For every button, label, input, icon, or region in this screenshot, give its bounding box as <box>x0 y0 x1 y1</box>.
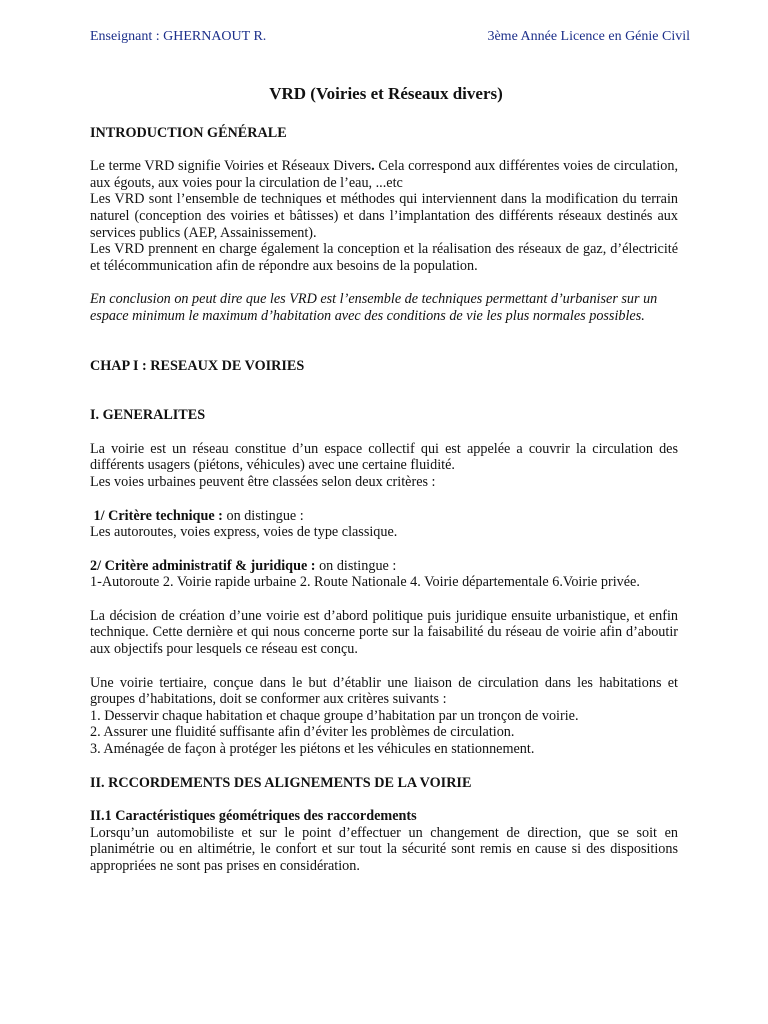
list-item: 3. Aménagée de façon à protéger les piétons et les véhicules en stationnement. <box>90 741 535 758</box>
criterion-technique-suffix: on distingue : <box>222 507 304 524</box>
criterion-technique <box>90 508 678 525</box>
intro-paragraph-2: Les VRD sont l’ensemble de techniques et méthodes qui interviennent dans la modification du terrain naturel (conception des voiries et bâtisses) et dans l’implantation des différents réseaux destinés aux services publics (AEP, Assainissement). <box>90 191 678 241</box>
intro-paragraph-1 <box>90 158 678 191</box>
intro-p1-dot: . <box>371 158 375 175</box>
chapter-heading: CHAP I : RESEAUX DE VOIRIES <box>90 357 305 374</box>
criterion-admin-text: 1-Autoroute 2. Voirie rapide urbaine 2. Route Nationale 4. Voirie départementale 6.Voirie privée. <box>90 574 640 591</box>
list-item: 2. Assurer une fluidité suffisante afin d’éviter les problèmes de circulation. <box>90 724 515 741</box>
raccordements-heading: II. RCCORDEMENTS DES ALIGNEMENTS DE LA VOIRIE <box>90 774 472 791</box>
header-teacher: Enseignant : GHERNAOUT R. <box>90 29 267 44</box>
intro-heading: INTRODUCTION GÉNÉRALE <box>90 124 287 141</box>
generalites-heading: I. GENERALITES <box>90 407 206 424</box>
document-title: VRD (Voiries et Réseaux divers) <box>269 84 503 103</box>
intro-p1-text-a: Le terme VRD signifie Voiries et Réseaux Divers <box>90 158 372 175</box>
intro-conclusion: En conclusion on peut dire que les VRD est l’ensemble de techniques permettant d’urbaniser sur un espace minimum le maximum d’habitation avec des conditions de vie les plus normales possibles. <box>90 291 658 324</box>
header-course: 3ème Année Licence en Génie Civil <box>487 29 690 44</box>
intro-p1-text-b: Cela correspond aux différentes voies de circulation, aux égouts, aux voies pour la circulation de l’eau, ...etc <box>90 158 678 191</box>
generalites-paragraph-3: La décision de création d’une voirie est d’abord politique puis juridique ensuite urbanistique, et enfin technique. Cette dernière et qui nous concerne porte sur la faisabilité du réseau de voirie afin d’aboutir aux objectifs pour lesquels ce réseau est conçu. <box>90 607 678 658</box>
criterion-technique-label: 1/ Critère technique : <box>93 507 223 524</box>
raccordements-subheading: II.1 Caractéristiques géométriques des raccordements <box>90 808 417 825</box>
criterion-admin-label: 2/ Critère administratif & juridique : <box>90 557 316 574</box>
intro-paragraph-3: Les VRD prennent en charge également la conception et la réalisation des réseaux de gaz, d’électricité et télécommunication afin de répondre aux besoins de la population. <box>90 241 678 274</box>
document-body <box>90 86 678 875</box>
list-item: 1. Desservir chaque habitation et chaque groupe d’habitation par un tronçon de voirie. <box>90 707 579 724</box>
criterion-admin-suffix: on distingue : <box>315 557 397 574</box>
criterion-technique-text: Les autoroutes, voies express, voies de type classique. <box>90 524 398 541</box>
generalites-paragraph-4: Une voirie tertiaire, conçue dans le but d’établir une liaison de circulation dans les habitations et groupes d’habitations, doit se conformer aux critères suivants : <box>90 674 678 708</box>
criterion-admin <box>90 558 678 575</box>
generalites-paragraph-2: Les voies urbaines peuvent être classées selon deux critères : <box>90 473 436 490</box>
raccordements-paragraph-1: Lorsqu’un automobiliste et sur le point d’effectuer un changement de direction, que se soit en planimétrie ou en altimétrie, le confort et sur tout la sécurité sont remis en cause si des dispositions appropriées ne sont pas prises en considération. <box>90 824 678 874</box>
generalites-paragraph-1: La voirie est un réseau constitue d’un espace collectif qui est appelée a couvrir la circulation des différents usagers (piétons, véhicules) avec une certaine fluidité. <box>90 440 678 474</box>
